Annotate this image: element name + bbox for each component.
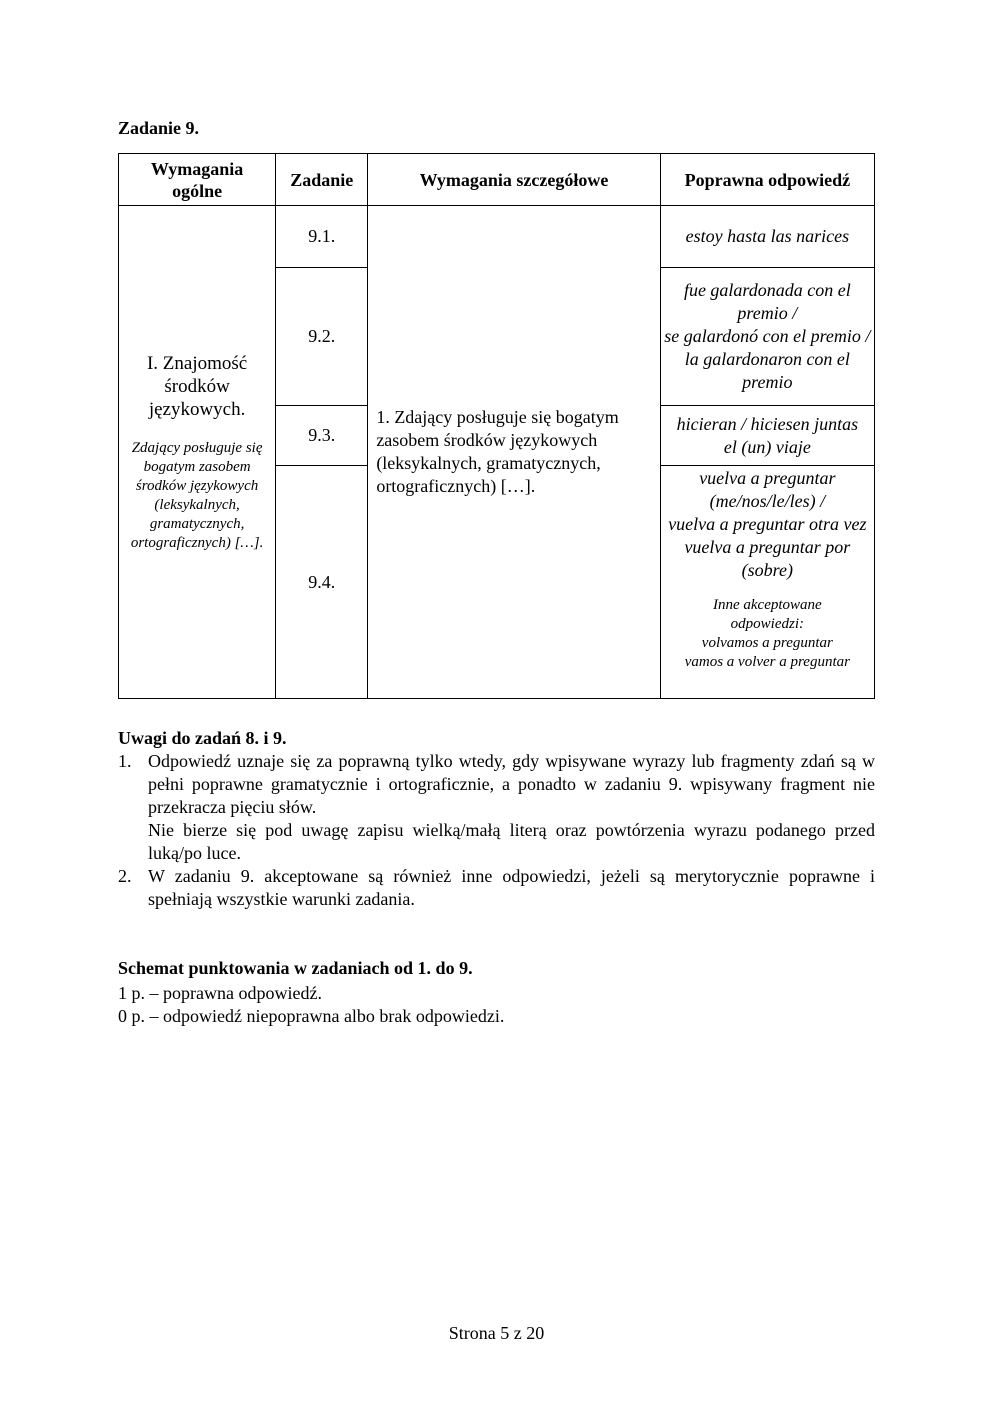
task-number: 9.3. <box>276 406 368 466</box>
general-requirement: I. Znajomość środków językowych. <box>146 352 248 420</box>
answer-line: vuelva a preguntar (me/nos/le/les) / <box>699 468 836 511</box>
header-answer: Poprawna odpowiedź <box>660 154 874 206</box>
list-item <box>118 865 875 911</box>
task-number: 9.1. <box>276 206 368 268</box>
answer-cell <box>660 466 874 699</box>
task-heading: Zadanie 9. <box>118 118 200 138</box>
header-task: Zadanie <box>276 154 368 206</box>
notes-title: Uwagi do zadań 8. i 9. <box>118 728 287 748</box>
table-row <box>119 206 875 268</box>
answer-line: fue galardonada con el premio / <box>683 280 851 323</box>
note-text: Odpowiedź uznaje się za poprawną tylko wtedy, gdy wpisywane wyrazy lub fragmenty zdań są w pełni poprawne gramatycznie i ortograficznie, a ponadto w zadaniu 9. wpisywany fragment nie przekracza pięciu słów. <box>148 751 875 817</box>
header-detailed: Wymagania szczegółowe <box>368 154 660 206</box>
detailed-requirement: 1. Zdający posługuje się bogatym zasobem środków językowych (leksykalnych, gramatycznych, ortograficznych) […]. <box>368 206 660 699</box>
note-continuation: Nie bierze się pod uwagę zapisu wielką/małą literą oraz powtórzenia wyrazu podanego przed luką/po luce. <box>148 820 875 863</box>
notes-list <box>118 750 875 911</box>
task-number: 9.2. <box>276 268 368 406</box>
header-general: Wymagania ogólne <box>119 154 276 206</box>
answer-line: vuelva a preguntar otra vez <box>668 514 867 534</box>
table-header-row <box>119 154 875 206</box>
answer-line: estoy hasta las narices <box>685 226 850 246</box>
alt-answer: vamos a volver a preguntar <box>684 654 850 670</box>
list-item <box>118 750 875 865</box>
general-requirement-desc: Zdający posługuje się bogatym zasobem środków językowych (leksykalnych, gramatycznych, ortograficznych) […]. <box>130 439 264 551</box>
answer-line: vuelva a preguntar por (sobre) <box>684 537 851 580</box>
alt-answer: volvamos a preguntar <box>701 635 833 651</box>
note-number: 1. <box>118 751 132 771</box>
note-text: W zadaniu 9. akceptowane są również inne odpowiedzi, jeżeli są merytorycznie poprawne i spełniają wszystkie warunki zadania. <box>148 866 875 909</box>
answer-key-table <box>118 153 875 699</box>
alt-answers-label: Inne akceptowane odpowiedzi: <box>712 597 822 632</box>
scoring-line: 1 p. – poprawna odpowiedź. <box>118 983 322 1003</box>
scoring-list <box>118 982 504 1028</box>
answer-cell <box>660 268 874 406</box>
answer-cell <box>660 206 874 268</box>
scoring-line: 0 p. – odpowiedź niepoprawna albo brak odpowiedzi. <box>118 1006 505 1026</box>
note-number: 2. <box>118 866 132 886</box>
answer-line: hicieran / hiciesen juntas el (un) viaje <box>676 413 859 457</box>
answer-cell <box>660 406 874 466</box>
answer-line: la galardonaron con el premio <box>684 349 850 392</box>
alternative-answers <box>661 596 874 672</box>
task-number: 9.4. <box>276 466 368 699</box>
answer-line: se galardonó con el premio / <box>664 326 871 346</box>
general-requirements-cell <box>119 206 276 699</box>
page-number: Strona 5 z 20 <box>448 1323 545 1343</box>
scoring-title: Schemat punktowania w zadaniach od 1. do 9. <box>118 958 473 978</box>
